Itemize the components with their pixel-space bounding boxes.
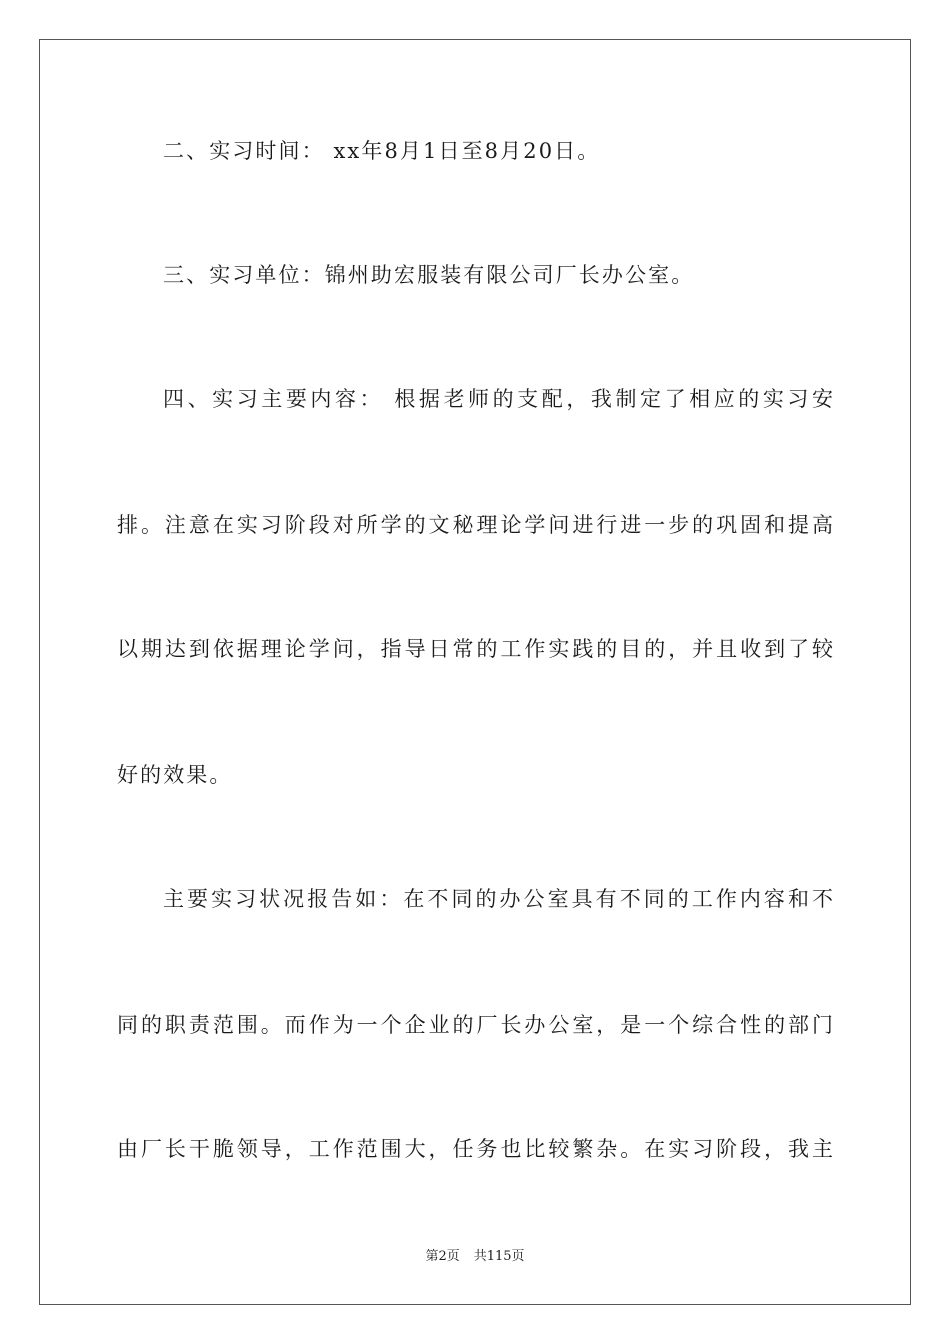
- text-line: 四、实习主要内容： 根据老师的支配，我制定了相应的实习安: [163, 387, 833, 411]
- text-line: 排。注意在实习阶段对所学的文秘理论学问进行进一步的巩固和提高: [117, 513, 833, 537]
- page-footer: [0, 1248, 950, 1266]
- text-line: 好的效果。: [117, 763, 233, 787]
- text-line: 同的职责范围。而作为一个企业的厂长办公室，是一个综合性的部门: [117, 1013, 833, 1037]
- page-frame: [39, 39, 911, 1305]
- text-line: 由厂长干脆领导，工作范围大，任务也比较繁杂。在实习阶段，我主: [117, 1137, 833, 1161]
- text-line: 三、实习单位：锦州助宏服装有限公司厂长办公室。: [163, 263, 695, 287]
- text-line: 以期达到依据理论学问，指导日常的工作实践的目的，并且收到了较: [117, 637, 833, 661]
- text-line: 二、实习时间： xx年8月1日至8月20日。: [163, 139, 601, 163]
- text-line: 主要实习状况报告如：在不同的办公室具有不同的工作内容和不: [163, 887, 833, 911]
- page-total: 共115页: [473, 1249, 525, 1264]
- page-number: 第2页: [425, 1249, 460, 1264]
